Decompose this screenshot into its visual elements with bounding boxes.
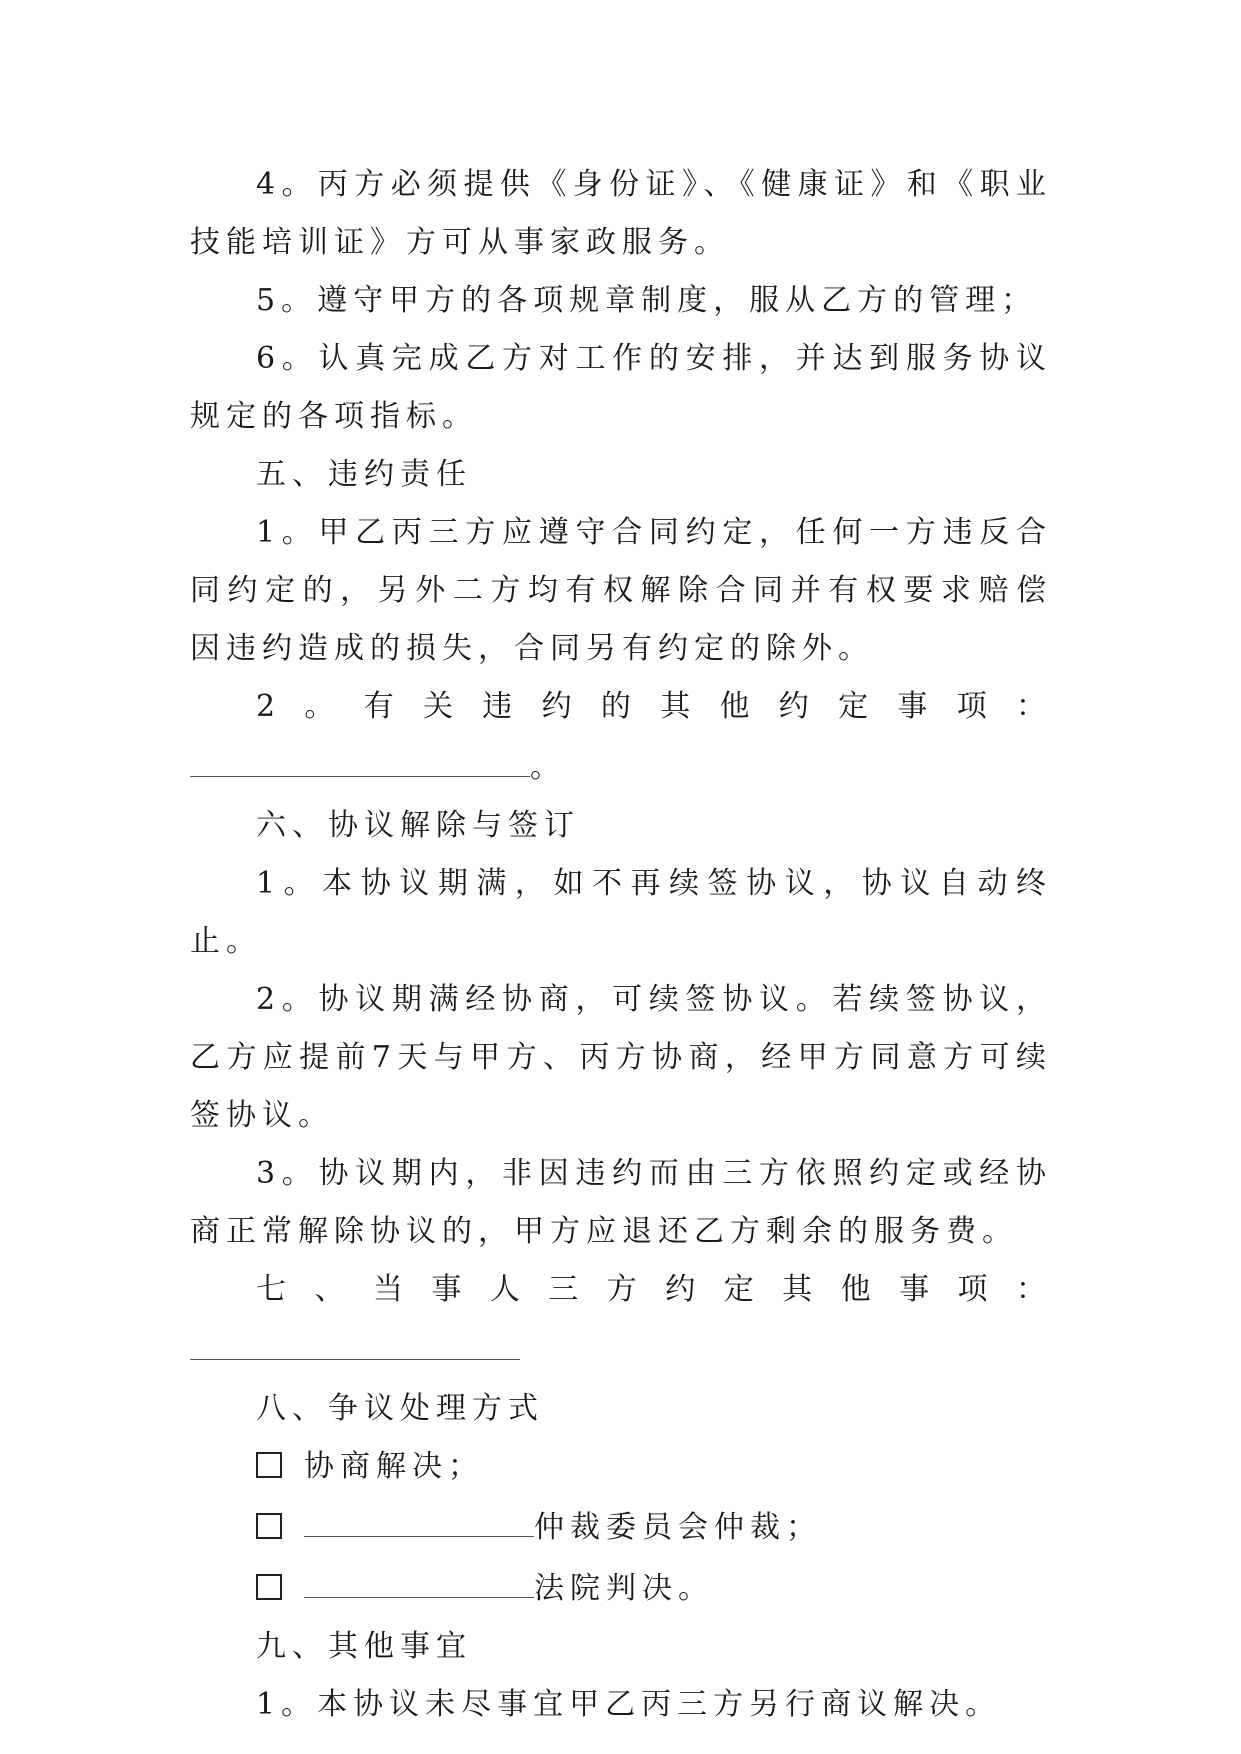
dispute-option-negotiation xyxy=(190,1438,1052,1496)
section-5-title: 五、违约责任 xyxy=(256,457,472,492)
section-5-clause-1: 1。甲乙丙三方应遵守合同约定，任何一方违反合同约定的，另外二方均有权解除合同并有权要求赔偿因违约造成的损失，合同另有约定的除外。 xyxy=(190,515,1052,666)
checkbox[interactable] xyxy=(256,1574,282,1600)
section-5-clause-2-blank-line xyxy=(190,736,1052,797)
checkbox[interactable] xyxy=(256,1513,282,1539)
section-6-clause-1: 1。本协议期满，如不再续签协议，协议自动终止。 xyxy=(190,866,1052,959)
dispute-option-arbitration xyxy=(190,1496,1052,1557)
section-9-title: 九、其他事宜 xyxy=(256,1629,472,1664)
section-5-clause-2: 2。有关违约的其他约定事项： xyxy=(256,689,1052,724)
section-7 xyxy=(190,1261,1052,1380)
clause-6: 6。认真完成乙方对工作的安排，并达到服务协议规定的各项指标。 xyxy=(190,341,1052,434)
document-body xyxy=(190,156,1052,1734)
option-label: 仲裁委员会仲裁； xyxy=(534,1510,822,1545)
fill-in-blank[interactable] xyxy=(304,1557,534,1598)
fill-in-blank[interactable] xyxy=(190,736,530,777)
period-mark: 。 xyxy=(530,750,566,785)
section-8-title: 八、争议处理方式 xyxy=(256,1391,544,1426)
dispute-option-court xyxy=(190,1557,1052,1618)
checkbox[interactable] xyxy=(256,1452,282,1478)
section-6-clause-2: 2。协议期满经协商，可续签协议。若续签协议，乙方应提前7天与甲方、丙方协商，经甲方同意方可续签协议。 xyxy=(190,982,1052,1133)
section-6-title: 六、协议解除与签订 xyxy=(256,808,580,843)
fill-in-blank[interactable] xyxy=(190,1319,520,1360)
section-6-clause-3: 3。协议期内，非因违约而由三方依照约定或经协商正常解除协议的，甲方应退还乙方剩余的服务费。 xyxy=(190,1156,1052,1249)
clause-4: 4。丙方必须提供《身份证》、《健康证》和《职业技能培训证》方可从事家政服务。 xyxy=(190,167,1052,260)
section-9-clause-1: 1。本协议未尽事宜甲乙丙三方另行商议解决。 xyxy=(256,1687,1002,1722)
option-label: 协商解决； xyxy=(304,1449,484,1484)
option-label: 法院判决。 xyxy=(534,1571,714,1606)
fill-in-blank[interactable] xyxy=(304,1496,534,1537)
section-7-label: 七、当事人三方约定其他事项： xyxy=(256,1272,1052,1307)
clause-5: 5。遵守甲方的各项规章制度，服从乙方的管理； xyxy=(256,283,1038,318)
